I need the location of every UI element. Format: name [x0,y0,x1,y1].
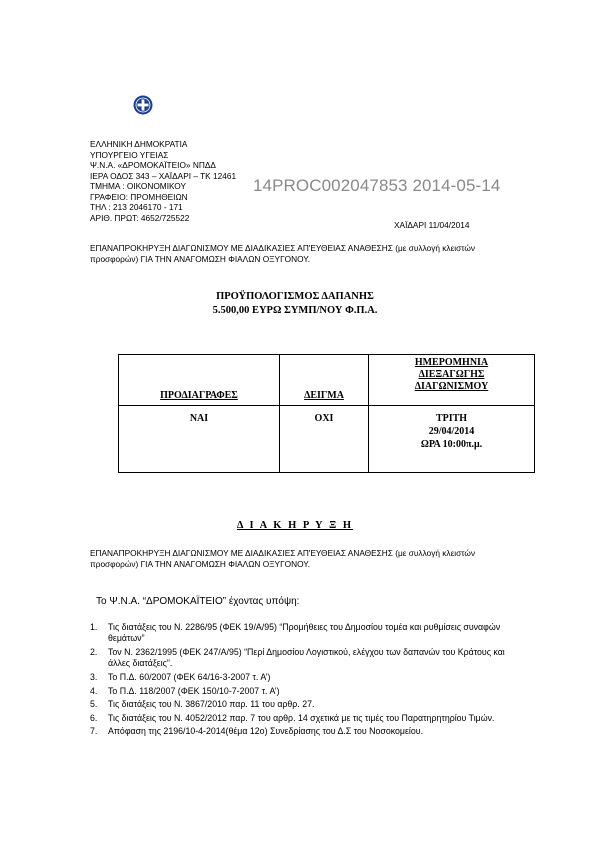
cell-sample: ΟΧΙ [280,406,369,473]
list-item-number: 3. [90,672,98,682]
header-line: ΤΗΛ : 213 2046170 - 171 [90,202,183,212]
list-item-text: Απόφαση της 2196/10-4-2014(θέμα 12ο) Συνεδρίασης του Δ.Σ του Νοσοκομείου. [108,726,424,737]
list-item-text: Τις διατάξεις του Ν. 3867/2010 παρ. 11 του αρθρ. 27. [108,699,315,710]
list-item [90,699,510,710]
sender-header [90,139,236,223]
list-item-number: 5. [90,699,98,710]
list-item-text: Το Π.Δ. 60/2007 (ΦΕΚ 64/16-3-2007 τ. Α’) [108,672,271,682]
header-date-line: ΔΙΕΞΑΓΩΓΗΣ [418,369,485,380]
list-item-number: 6. [90,712,98,723]
header-line: ΓΡΑΦΕΙΟ: ΠΡΟΜΗΘΕΙΩΝ [90,191,188,202]
budget-title: ΠΡΟΫΠΟΛΟΓΙΣΜΟΣ ΔΑΠΑΝΗΣ [216,291,374,302]
list-item-number: 7. [90,726,98,737]
list-item-number: 1. [90,622,98,632]
header-specifications: ΠΡΟΔΙΑΓΡΑΦΕΣ [160,390,238,401]
header-line: ΑΡΙΘ. ΠΡΩΤ: 4652/725522 [90,212,190,223]
list-item [90,672,510,683]
list-item [90,726,510,737]
list-item-text: Το Π.Δ. 118/2007 (ΦΕΚ 150/10-7-2007 τ. Α’) [108,685,280,696]
table-header-cell [119,355,280,406]
header-line: ΙΕΡΑ ΟΔΟΣ 343 – ΧΑΪΔΑΡΙ – ΤΚ 12461 [90,170,237,181]
declaration-title: Δ Ι Α Κ Η Ρ Υ Ξ Η [236,520,354,531]
header-line: ΥΠΟΥΡΓΕΙΟ ΥΓΕΙΑΣ [90,149,169,160]
cell-date-line: ΩΡΑ 10:00π.μ. [420,439,483,450]
table-header-row [119,355,535,406]
header-date-line: ΗΜΕΡΟΜΗΝΙΑ [414,357,489,368]
list-item [90,713,510,724]
list-item-text: Τον Ν. 2362/1995 (ΦΕΚ 247/Α/95) “Περί Δημοσίου Λογιστικού, ελέγχου των δαπανών του Κράτους και άλλες διατάξεις”. [108,647,505,669]
lead-sentence: Το Ψ.Ν.Α. “ΔΡΟΜΟΚΑΪΤΕΙΟ” έχοντας υπόψη: [96,596,300,607]
list-item-text: Τις διατάξεις του Ν. 2286/95 (ΦΕΚ 19/Α/95) “Προμήθειες του Δημοσίου τομέα και ρυθμίσεις συναφών θεμάτων” [108,622,501,644]
specs-table [118,354,535,473]
considerations-list [90,622,510,740]
list-item-number: 4. [90,685,98,696]
header-line: ΤΜΗΜΑ : ΟΙΚΟΝΟΜΙΚΟΥ [90,181,187,191]
table-row [119,406,535,473]
header-sample: ΔΕΙΓΜΑ [304,390,344,401]
list-item-text: Τις διατάξεις του Ν. 4052/2012 παρ. 7 του αρθρ. 14 σχετικά με τις τιμές του Παρατηρητηρίου Τιμών. [108,712,495,723]
cell-date [369,406,535,473]
header-line: ΕΛΛΗΝΙΚΗ ΔΗΜΟΚΡΑΤΙΑ [90,139,188,149]
ada-stamp: 14PROC002047853 2014-05-14 [253,176,501,195]
cell-date-line: ΤΡΙΤΗ [435,413,468,424]
header-line: Ψ.Ν.Α. «ΔΡΟΜΟΚΑΪΤΕΙΟ» ΝΠΔΔ [90,160,216,170]
table-header-cell [280,355,369,406]
greek-emblem-icon [133,95,153,115]
list-item-number: 2. [90,647,98,657]
document-date: ΧΑΪΔΑΡΙ 11/04/2014 [394,220,470,230]
declaration-paragraph: ΕΠΑΝΑΠΡΟΚΗΡΥΞΗ ΔΙΑΓΩΝΙΣΜΟΥ ΜΕ ΔΙΑΔΙΚΑΣΙΕΣ ΑΠ'ΕΥΘΕΙΑΣ ΑΝΑΘΕΣΗΣ (με συλλογή κλειστών προσφορών) ΓΙΑ ΤΗΝ ΑΝΑΓΟΜΩΣΗ ΦΙΑΛΩΝ ΟΞΥΓΟΝΟΥ. [90,548,476,569]
list-item [90,622,510,645]
header-date-line: ΔΙΑΓΩΝΙΣΜΟΥ [414,381,489,392]
budget-amount: 5.500,00 ΕΥΡΩ ΣΥΜΠ/ΝΟΥ Φ.Π.Α. [212,305,378,316]
list-item [90,647,510,670]
cell-date-line: 29/04/2014 [428,426,475,437]
intro-paragraph: ΕΠΑΝΑΠΡΟΚΗΡΥΞΗ ΔΙΑΓΩΝΙΣΜΟΥ ΜΕ ΔΙΑΔΙΚΑΣΙΕΣ ΑΠ'ΕΥΘΕΙΑΣ ΑΝΑΘΕΣΗΣ (με συλλογή κλειστών προσφορών) ΓΙΑ ΤΗΝ ΑΝΑΓΟΜΩΣΗ ΦΙΑΛΩΝ ΟΞΥΓΟΝΟΥ. [90,243,476,264]
list-item [90,686,510,697]
cell-specifications: ΝΑΙ [119,406,280,473]
table-header-cell [369,355,535,406]
